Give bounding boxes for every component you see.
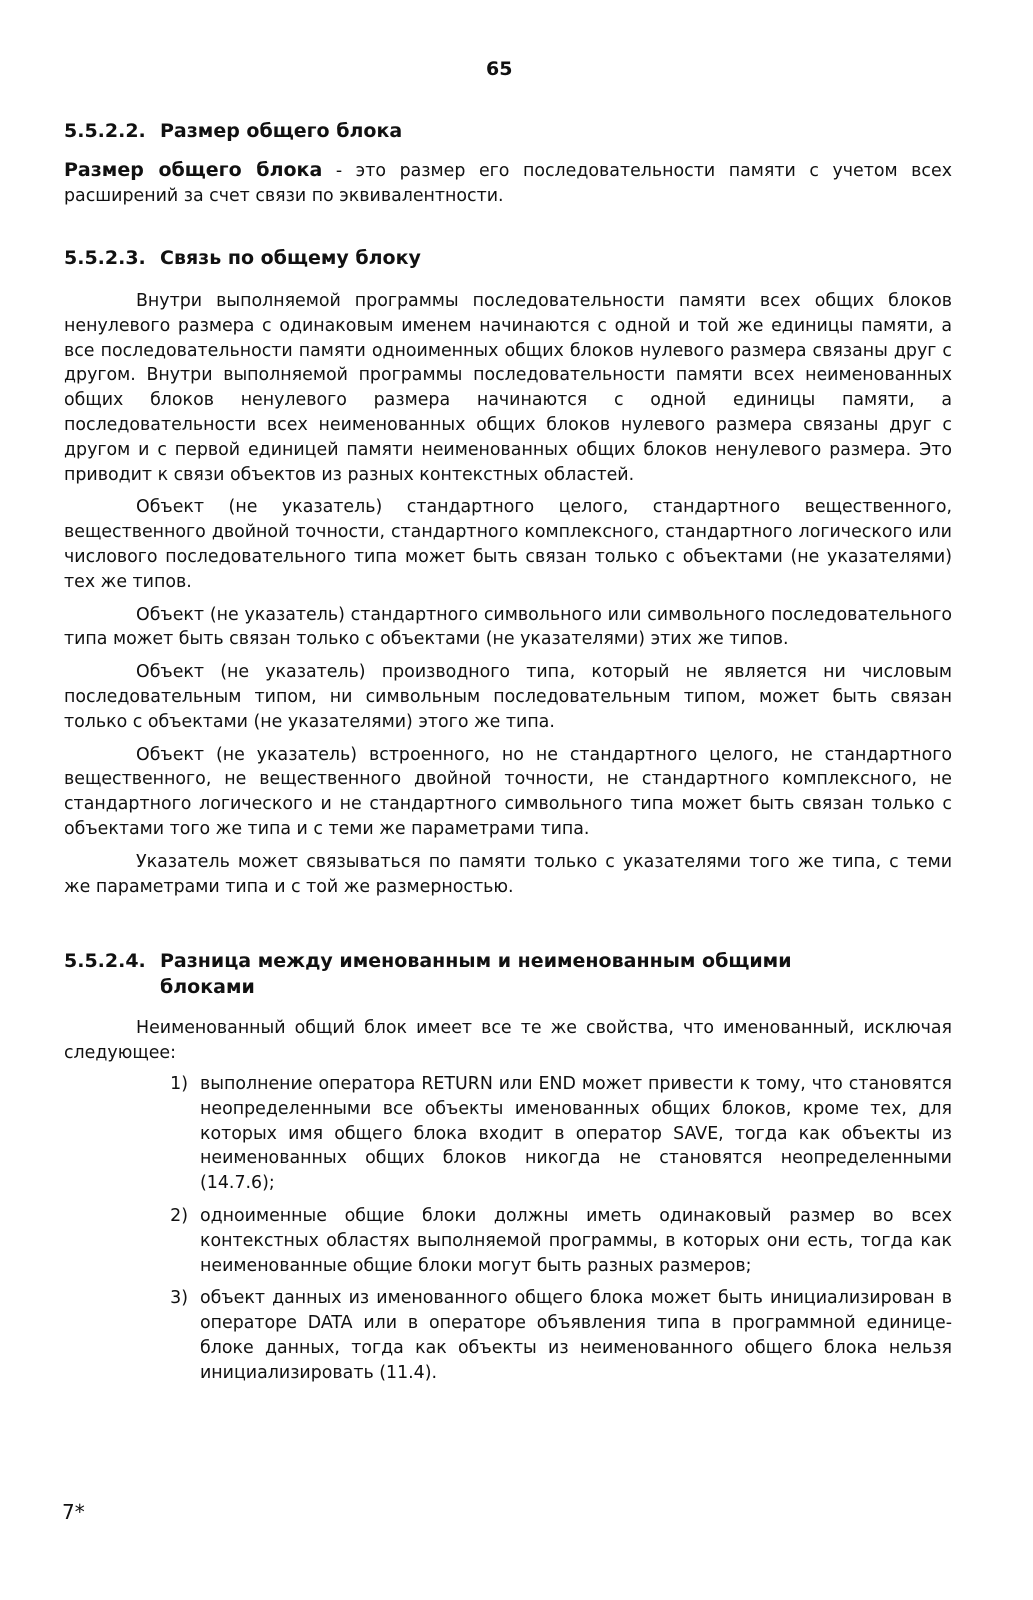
section-heading bbox=[64, 245, 952, 271]
signature-mark: 7* bbox=[62, 1500, 85, 1524]
section-number: 5.5.2.2. bbox=[64, 120, 146, 142]
list-item-text: выполнение оператора RETURN или END может привести к тому, что становятся неопределенными все объекты именованных общих блоков, кроме тех, для которых имя общего блока входит в оператор SAVE, тогда как объекты из неименованных общих блоков никогда не становятся неопределенными (14.7.6); bbox=[200, 1074, 952, 1194]
list-item-number: 3) bbox=[170, 1288, 188, 1309]
list-item-number: 2) bbox=[170, 1205, 188, 1226]
section-number: 5.5.2.4. bbox=[64, 950, 146, 972]
list-item bbox=[64, 1286, 952, 1385]
section-heading bbox=[64, 118, 952, 144]
difference-list bbox=[64, 1072, 952, 1394]
paragraph: Указатель может связываться по памяти только с указателями того же типа, с теми же параметрами типа и с той же размерностью. bbox=[64, 851, 952, 897]
list-item-number: 1) bbox=[170, 1074, 188, 1094]
list-item bbox=[64, 1204, 952, 1278]
section-5-5-2-2 bbox=[64, 118, 952, 217]
paragraph: Внутри выполняемой программы последовательности памяти всех общих блоков ненулевого размера с одинаковым именем начинаются с одной и той же единицы памяти, а все последовательности памяти одноименных общих блоков нулевого размера связаны друг с другом. Внутри выполняемой программы последовательности памяти всех неименованных общих блоков ненулевого размера начинаются с одной единицы памяти, а последовательности всех неименованных общих блоков нулевого размера связаны друг с другом и с первой единицей памяти неименованных общих блоков ненулевого размера. Это приводит к связи объектов из разных контекстных областей. bbox=[64, 291, 952, 485]
term-lead: Размер общего блока bbox=[64, 159, 323, 181]
section-5-5-2-4 bbox=[64, 948, 952, 1074]
term-definition: - это размер его последовательности памяти с учетом всех расширений за счет связи по эквивалентности. bbox=[64, 161, 952, 206]
list-item-text: объект данных из именованного общего блока может быть инициализирован в операторе DATA или в операторе объявления типа в программной единице-блоке данных, тогда как объекты из неименованного общего блока нельзя инициализировать (11.4). bbox=[200, 1288, 952, 1383]
paragraph: Объект (не указатель) производного типа, который не является ни числовым последовательным типом, ни символьным последовательным типом, может быть связан только с объектами (не указателями) этого же типа. bbox=[64, 662, 952, 732]
paragraph: Объект (не указатель) стандартного целого, стандартного вещественного, вещественного двойной точности, стандартного комплексного, стандартного логического или числового последовательного типа может быть связан только с объектами (не указателями) тех же типов. bbox=[64, 497, 952, 592]
list-item bbox=[64, 1072, 952, 1196]
section-heading bbox=[64, 948, 952, 1000]
paragraph bbox=[64, 158, 952, 209]
paragraph: Неименованный общий блок имеет все те же свойства, что именованный, исключая следующее: bbox=[64, 1018, 952, 1063]
section-body bbox=[64, 289, 952, 899]
section-title: Связь по общему блоку bbox=[160, 247, 421, 269]
list-item-text: одноименные общие блоки должны иметь одинаковый размер во всех контекстных областях выполняемой программы, в которых они есть, тогда как неименованные общие блоки могут быть разных размеров; bbox=[200, 1205, 952, 1276]
section-5-5-2-3 bbox=[64, 245, 952, 907]
section-title: Разница между именованным и неименованным общими блоками bbox=[160, 950, 792, 998]
section-title: Размер общего блока bbox=[160, 120, 403, 142]
paragraph: Объект (не указатель) встроенного, но не стандартного целого, не стандартного вещественного, не вещественного двойной точности, не стандартного комплексного, не стандартного логического и не стандартного символьного типа может быть связан только с объектами того же типа и с теми же параметрами типа. bbox=[64, 744, 952, 839]
paragraph: Объект (не указатель) стандартного символьного или символьного последовательного типа может быть связан только с объектами (не указателями) этих же типов. bbox=[64, 604, 952, 650]
section-number: 5.5.2.3. bbox=[64, 247, 146, 269]
page-number: 65 bbox=[486, 58, 513, 80]
